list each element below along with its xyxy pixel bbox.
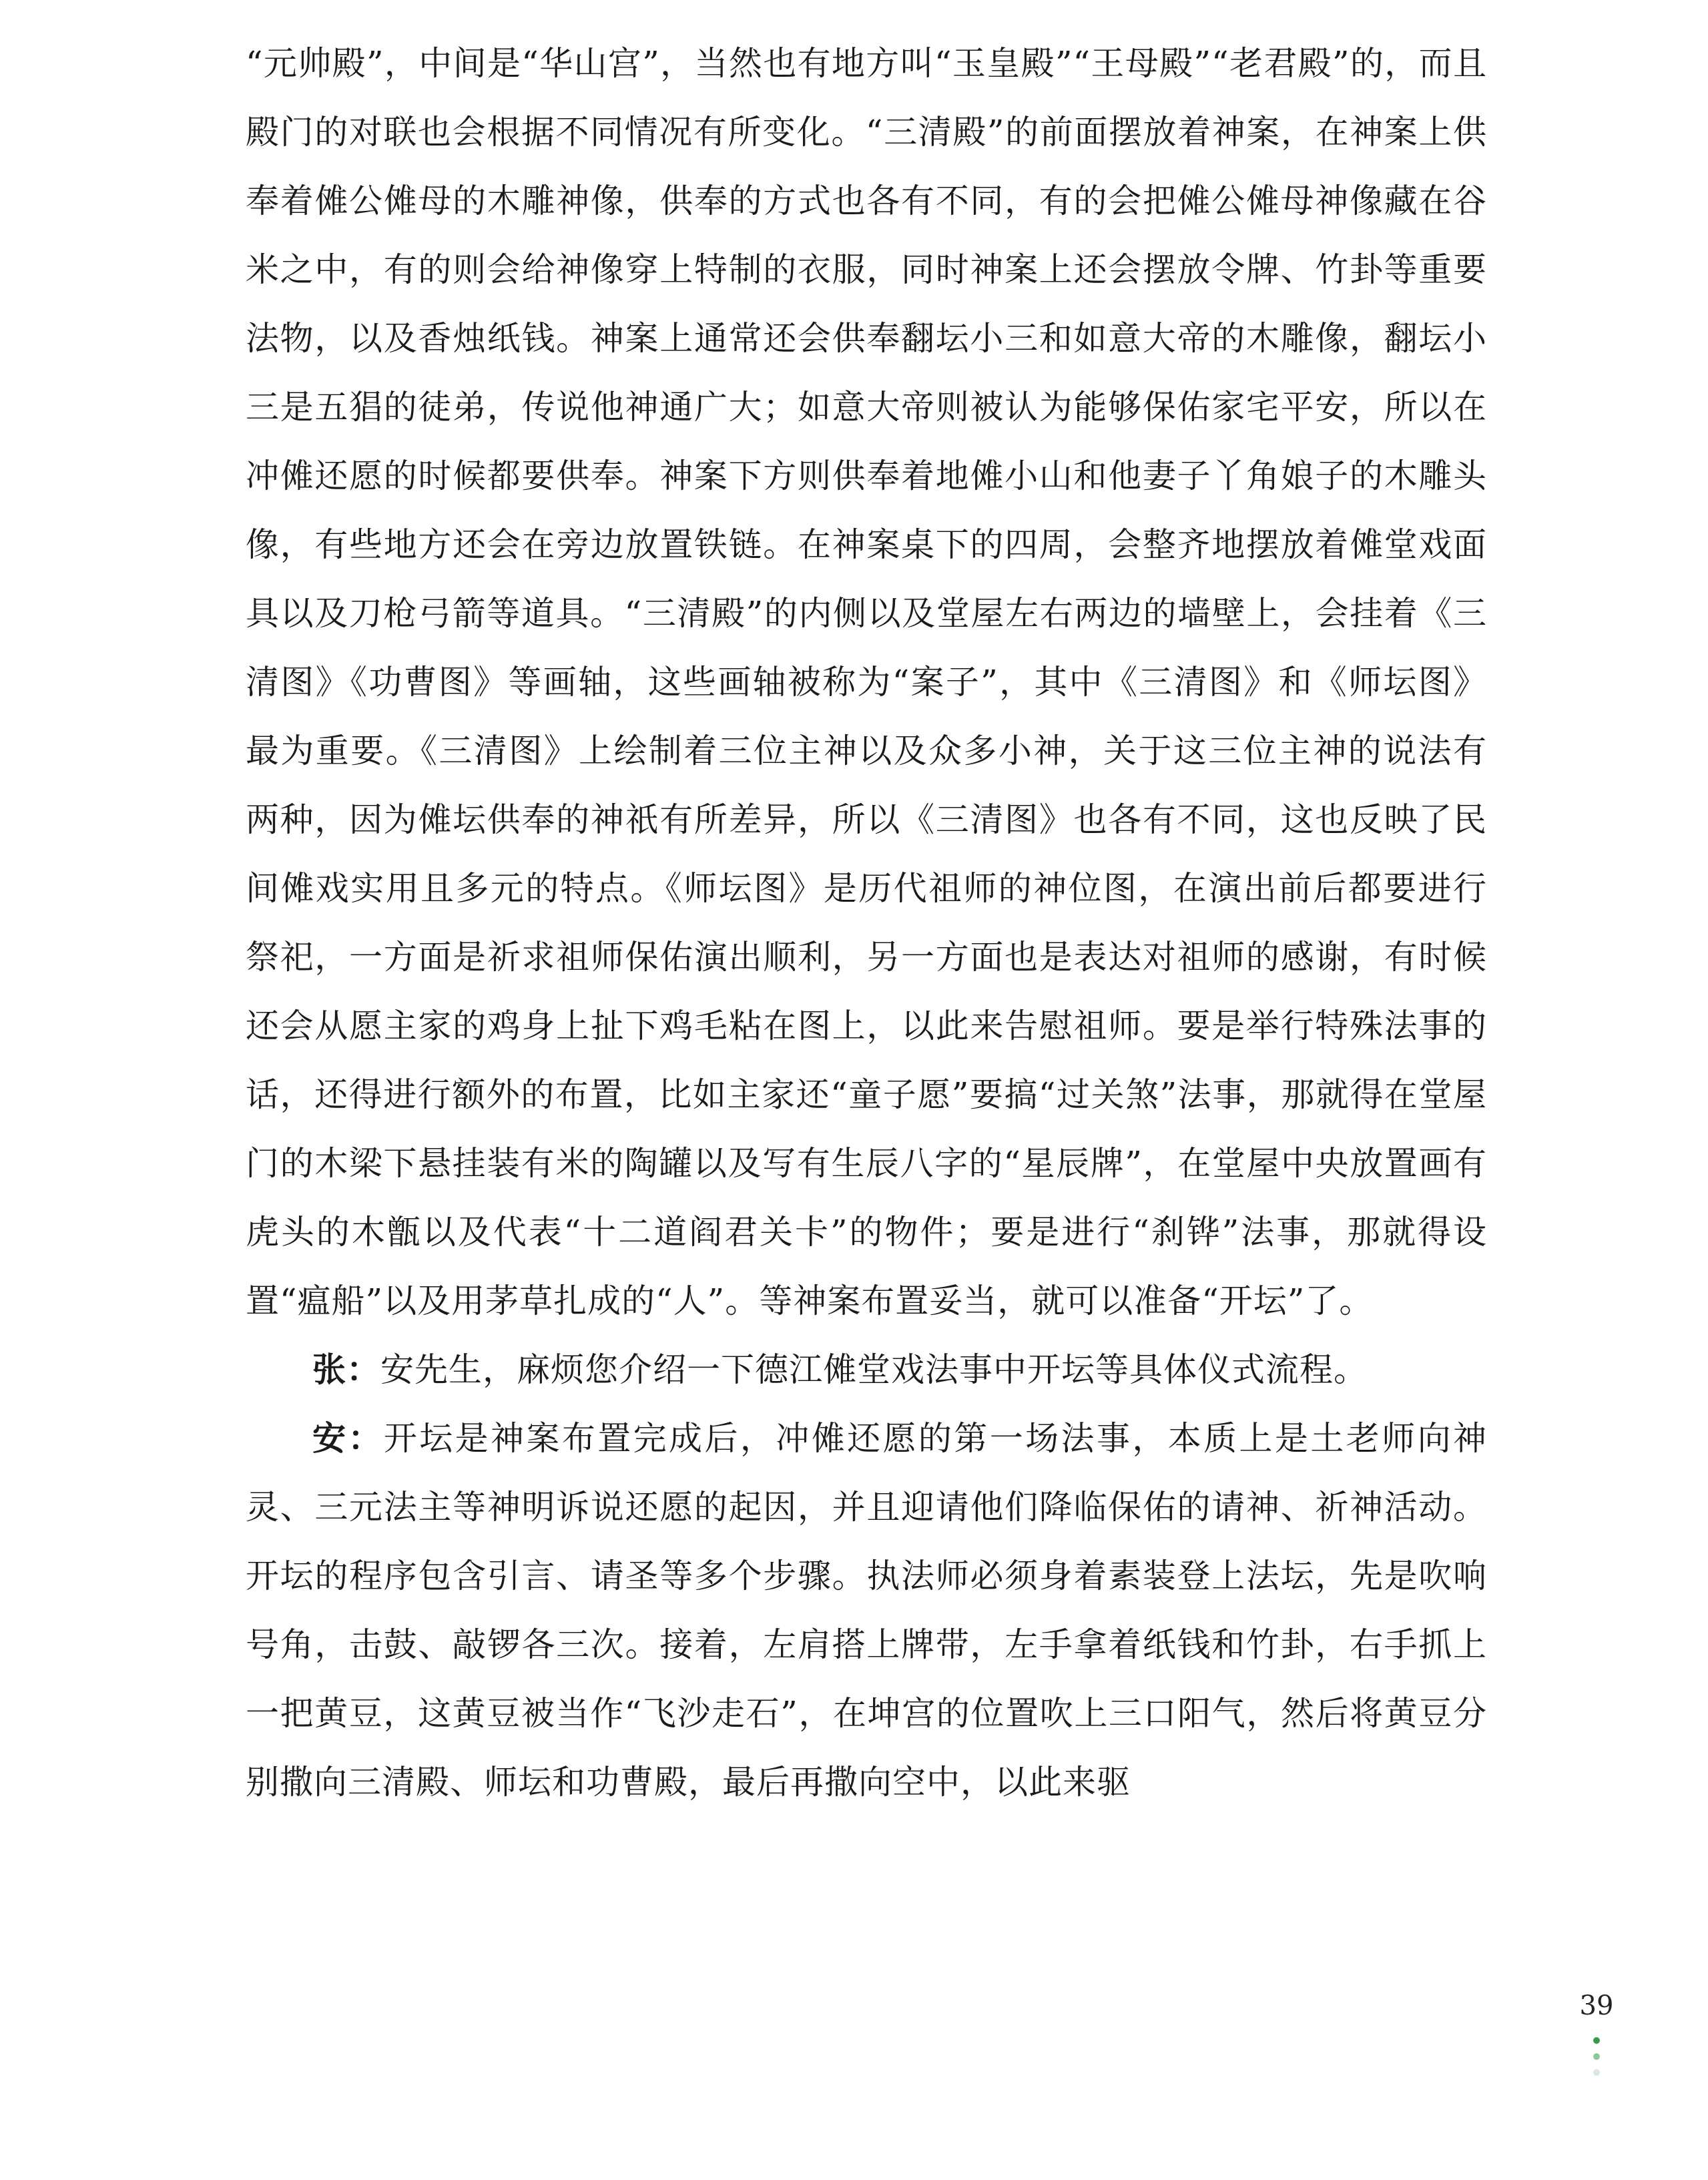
body-paragraph: “元帅殿”，中间是“华山宫”，当然也有地方叫“玉皇殿”“王母殿”“老君殿”的，而且殿门的对联也会根据不同情况有所变化。“三清殿”的前面摆放着神案，在神案上供奉着傩公傩母的木雕神像，供奉的方式也各有不同，有的会把傩公傩母神像藏在谷米之中，有的则会给神像穿上特制的衣服，同时神案上还会摆放令牌、竹卦等重要法物，以及香烛纸钱。神案上通常还会供奉翻坛小三和如意大帝的木雕像，翻坛小三是五猖的徒弟，传说他神通广大；如意大帝则被认为能够保佑家宅平安，所以在冲傩还愿的时候都要供奉。神案下方则供奉着地傩小山和他妻子丫角娘子的木雕头像，有些地方还会在旁边放置铁链。在神案桌下的四周，会整齐地摆放着傩堂戏面具以及刀枪弓箭等道具。“三清殿”的内侧以及堂屋左右两边的墙壁上，会挂着《三清图》《功曹图》等画轴，这些画轴被称为“案子”，其中《三清图》和《师坛图》最为重要。《三清图》上绘制着三位主神以及众多小神，关于这三位主神的说法有两种，因为傩坛供奉的神祇有所差异，所以《三清图》也各有不同，这也反映了民间傩戏实用且多元的特点。《师坛图》是历代祖师的神位图，在演出前后都要进行祭祀，一方面是祈求祖师保佑演出顺利，另一方面也是表达对祖师的感谢，有时候还会从愿主家的鸡身上扯下鸡毛粘在图上，以此来告慰祖师。要是举行特殊法事的话，还得进行额外的布置，比如主家还“童子愿”要搞“过关煞”法事，那就得在堂屋门的木梁下悬挂装有米的陶罐以及写有生辰八字的“星辰牌”，在堂屋中央放置画有虎头的木甑以及代表“十二道阎君关卡”的物件；要是进行“刹铧”法事，那就得设置“瘟船”以及用茅草扎成的“人”。等神案布置妥当，就可以准备“开坛”了。	[246, 44, 1487, 1320]
answer-text: 开坛是神案布置完成后，冲傩还愿的第一场法事，本质上是土老师向神灵、三元法主等神明诉说还愿的起因，并且迎请他们降临保佑的请神、祈神活动。开坛的程序包含引言、请圣等多个步骤。执法师必须身着素装登上法坛，先是吹响号角，击鼓、敲锣各三次。接着，左肩搭上牌带，左手拿着纸钱和竹卦，右手抓上一把黄豆，这黄豆被当作“飞沙走石”，在坤宫的位置吹上三口阳气，然后将黄豆分别撒向三清殿、师坛和功曹殿，最后再撒向空中，以此来驱	[246, 1419, 1487, 1802]
page-number: 39	[1579, 1990, 1614, 2021]
question-text: 安先生，麻烦您介绍一下德江傩堂戏法事中开坛等具体仪式流程。	[380, 1350, 1368, 1389]
dot-icon	[1593, 2069, 1600, 2076]
dot-icon	[1593, 2053, 1600, 2060]
speaker-label-an: 安：	[312, 1419, 384, 1458]
speaker-label-zhang: 张：	[312, 1350, 380, 1389]
decorative-dots	[1592, 2037, 1601, 2085]
dot-icon	[1593, 2037, 1600, 2044]
interview-answer	[246, 1404, 1487, 1817]
page-body	[246, 29, 1487, 1817]
interview-question	[246, 1336, 1487, 1404]
